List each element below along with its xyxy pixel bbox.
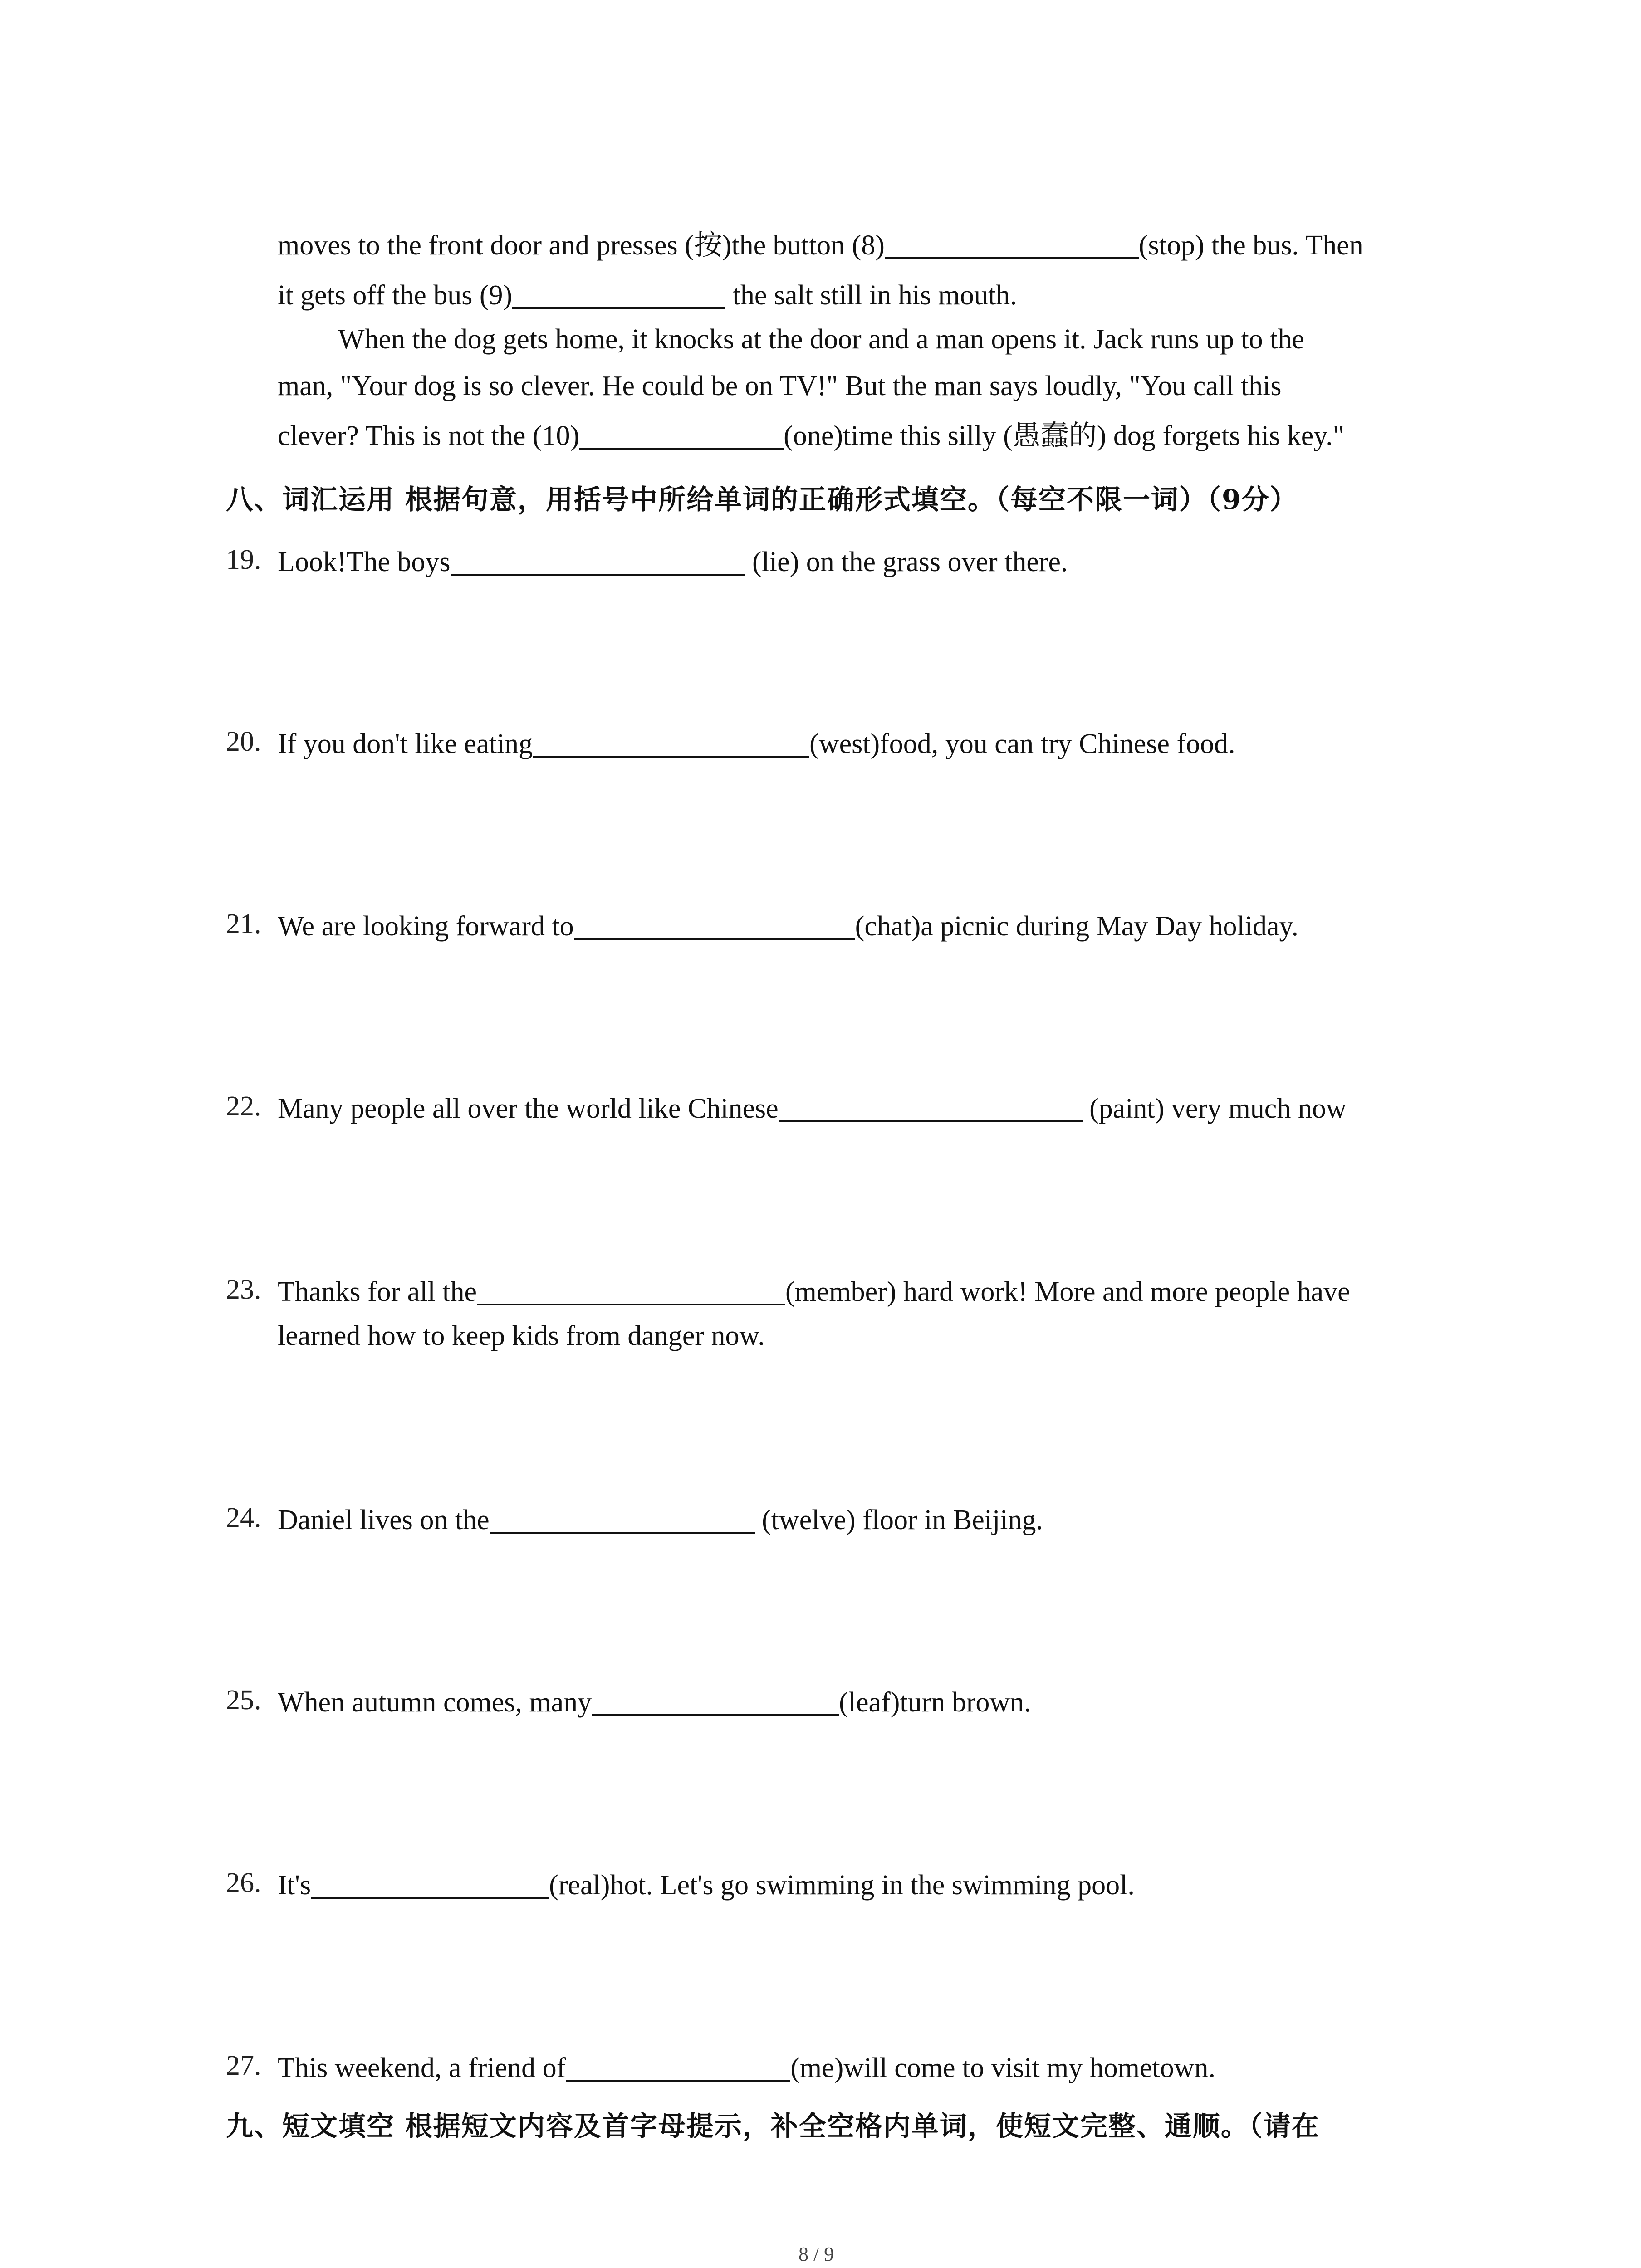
section-9-heading: 九、短文填空 根据短文内容及首字母提示，补全空格内单词，使短文完整、通顺。（请在 bbox=[226, 2111, 1320, 2142]
question-text-before: It's bbox=[278, 1870, 311, 1901]
section-8-heading: 八、词汇运用 根据句意，用括号中所给单词的正确形式填空。（每空不限一词）（9分） bbox=[226, 484, 1298, 516]
passage-line-3: When the dog gets home, it knocks at the door and a man opens it. Jack runs up to the bbox=[338, 324, 1304, 355]
answer-blank-8[interactable] bbox=[885, 229, 1139, 259]
passage-line-5-cjk: 愚蠢的 bbox=[1012, 419, 1097, 452]
question-text-before: This weekend, a friend of bbox=[278, 2053, 566, 2083]
passage-line-2 bbox=[278, 279, 1017, 309]
question-24 bbox=[278, 1504, 1043, 1534]
question-text-after: (twelve) floor in Beijing. bbox=[754, 1505, 1043, 1535]
passage-line-5-mid: (one)time this silly ( bbox=[784, 420, 1013, 451]
question-text-after: (member) hard work! More and more people have bbox=[785, 1276, 1350, 1307]
question-27 bbox=[278, 2052, 1215, 2082]
passage-line-5 bbox=[278, 420, 1344, 450]
question-26 bbox=[278, 1869, 1135, 1899]
answer-blank-22[interactable] bbox=[779, 1092, 1083, 1122]
question-number: 24. bbox=[226, 1502, 261, 1533]
passage-line-2-before: it gets off the bus (9) bbox=[278, 280, 513, 311]
passage-line-4: man, "Your dog is so clever. He could be on TV!" But the man says loudly, "You call this bbox=[278, 371, 1282, 401]
question-number: 27. bbox=[226, 2050, 261, 2081]
passage-line-1-before: moves to the front door and presses ( bbox=[278, 230, 694, 261]
passage-line-1-tail: (stop) the bus. Then bbox=[1138, 230, 1363, 261]
question-20 bbox=[278, 728, 1235, 758]
question-text-after: (real)hot. Let's go swimming in the swimming pool. bbox=[549, 1870, 1135, 1901]
question-text-before: Daniel lives on the bbox=[278, 1505, 490, 1535]
question-number: 20. bbox=[226, 726, 261, 757]
answer-blank-23[interactable] bbox=[477, 1276, 785, 1305]
question-text-after: (paint) very much now bbox=[1082, 1093, 1347, 1124]
question-number: 19. bbox=[226, 544, 261, 575]
passage-line-1-after: )the button (8) bbox=[722, 230, 885, 261]
question-number: 21. bbox=[226, 909, 261, 939]
answer-blank-27[interactable] bbox=[566, 2052, 790, 2082]
question-text-after: (west)food, you can try Chinese food. bbox=[809, 728, 1235, 759]
question-21 bbox=[278, 910, 1298, 940]
question-text-after: (leaf)turn brown. bbox=[839, 1687, 1031, 1718]
question-text-after: (chat)a picnic during May Day holiday. bbox=[855, 911, 1298, 942]
passage-line-1-cjk: 按 bbox=[694, 228, 722, 261]
question-text-before: Thanks for all the bbox=[278, 1276, 477, 1307]
passage-line-1 bbox=[278, 229, 1363, 259]
question-number: 22. bbox=[226, 1091, 261, 1122]
passage-line-2-after: the salt still in his mouth. bbox=[725, 280, 1017, 311]
answer-blank-21[interactable] bbox=[574, 910, 855, 940]
question-text-before: Look!The boys bbox=[278, 547, 451, 577]
question-23 bbox=[278, 1276, 1350, 1306]
passage-line-5-after: ) dog forgets his key." bbox=[1097, 420, 1345, 451]
question-25 bbox=[278, 1686, 1031, 1716]
page-number: 8 / 9 bbox=[798, 2243, 834, 2265]
answer-blank-19[interactable] bbox=[451, 546, 745, 576]
question-text-after: (me)will come to visit my hometown. bbox=[790, 2053, 1216, 2083]
question-number: 25. bbox=[226, 1685, 261, 1716]
question-text-after: (lie) on the grass over there. bbox=[745, 547, 1068, 577]
passage-line-5-before: clever? This is not the (10) bbox=[278, 420, 580, 451]
answer-blank-25[interactable] bbox=[592, 1686, 839, 1716]
question-22 bbox=[278, 1092, 1347, 1123]
question-text-before: We are looking forward to bbox=[278, 911, 574, 942]
question-19 bbox=[278, 546, 1068, 576]
question-number: 26. bbox=[226, 1867, 261, 1898]
answer-blank-24[interactable] bbox=[490, 1504, 755, 1534]
answer-blank-10[interactable] bbox=[579, 420, 784, 450]
question-text-before: When autumn comes, many bbox=[278, 1687, 592, 1718]
question-text-before: Many people all over the world like Chinese bbox=[278, 1093, 779, 1124]
question-number: 23. bbox=[226, 1274, 261, 1305]
question-text-before: If you don't like eating bbox=[278, 728, 533, 759]
answer-blank-26[interactable] bbox=[311, 1869, 549, 1899]
answer-blank-20[interactable] bbox=[533, 728, 809, 758]
question-23-line-2: learned how to keep kids from danger now. bbox=[278, 1320, 765, 1351]
answer-blank-9[interactable] bbox=[512, 279, 725, 309]
